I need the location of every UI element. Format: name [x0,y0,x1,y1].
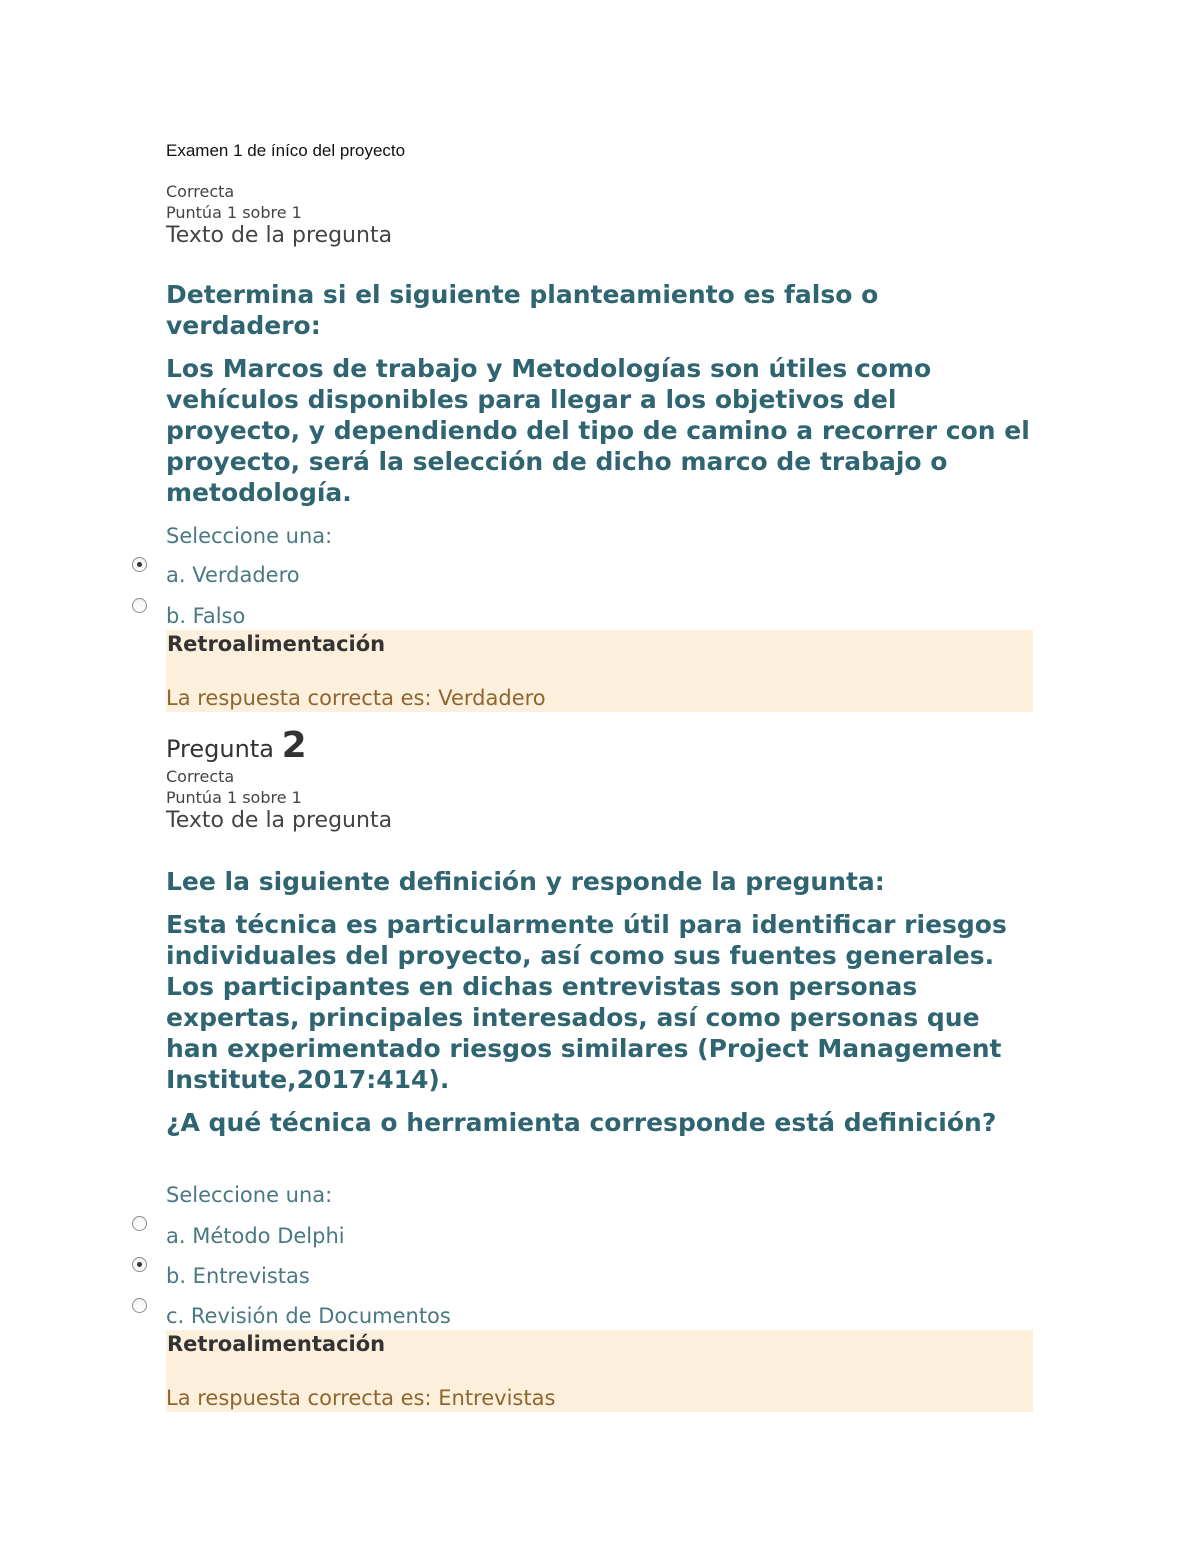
question-text-label: Texto de la pregunta [166,223,393,248]
feedback-answer: La respuesta correcta es: Entrevistas [166,1386,556,1410]
radio-checked[interactable] [132,1257,147,1272]
question-grade: Puntúa 1 sobre 1 [166,203,302,222]
option-label: b. Entrevistas [166,1264,310,1288]
radio-unchecked[interactable] [132,1216,147,1231]
select-prompt: Seleccione una: [166,1183,333,1207]
option-c-revision-documentos[interactable] [166,1303,451,1329]
option-label: a. Método Delphi [166,1224,345,1248]
question-prompt: ¿A qué técnica o herramienta corresponde está definición? [166,1108,997,1137]
question-number: 2 [281,725,307,766]
radio-unchecked[interactable] [132,598,147,613]
question-text-label: Texto de la pregunta [166,808,393,833]
question-state: Correcta [166,182,235,201]
option-b-falso[interactable] [166,603,245,629]
feedback-title: Retroalimentación [167,632,386,656]
question-instruction: Determina si el siguiente planteamiento es falso o verdadero: [166,280,879,340]
feedback-box [166,1330,1033,1412]
document-title: Examen 1 de íníco del proyecto [166,141,406,160]
question-2-text [166,866,1033,1138]
option-a-verdadero[interactable] [166,562,300,588]
feedback-title: Retroalimentación [167,1332,386,1356]
question-statement: Los Marcos de trabajo y Metodologías son útiles como vehículos disponibles para llegar a los objetivos del proyecto, y dependiendo del tipo de camino a recorrer con el proyecto, será la selección de dicho marco de trabajo o metodología. [166,354,1030,507]
question-grade: Puntúa 1 sobre 1 [166,788,302,807]
radio-dot [137,562,142,567]
option-label: a. Verdadero [166,563,300,587]
question-2-info [166,725,1033,834]
question-definition: Esta técnica es particularmente útil para identificar riesgos individuales del proyecto, así como sus fuentes generales. Los participantes en dichas entrevistas son personas expertas, principales interesados, así como personas que han experimentado riesgos similares (Project Management Institute,2017:414). [166,910,1007,1094]
question-1-info [166,181,1033,249]
radio-dot [137,1262,142,1267]
question-1-text [166,279,1033,508]
radio-unchecked[interactable] [132,1298,147,1313]
radio-checked[interactable] [132,557,147,572]
question-instruction: Lee la siguiente definición y responde la pregunta: [166,867,885,896]
question-heading-label: Pregunta [166,735,274,763]
option-a-metodo-delphi[interactable] [166,1223,345,1249]
feedback-answer: La respuesta correcta es: Verdadero [166,686,546,710]
question-heading [166,725,1033,766]
select-prompt: Seleccione una: [166,524,333,548]
option-label: b. Falso [166,604,246,628]
question-state: Correcta [166,767,235,786]
option-b-entrevistas[interactable] [166,1263,310,1289]
option-label: c. Revisión de Documentos [166,1304,451,1328]
feedback-box [166,630,1033,712]
